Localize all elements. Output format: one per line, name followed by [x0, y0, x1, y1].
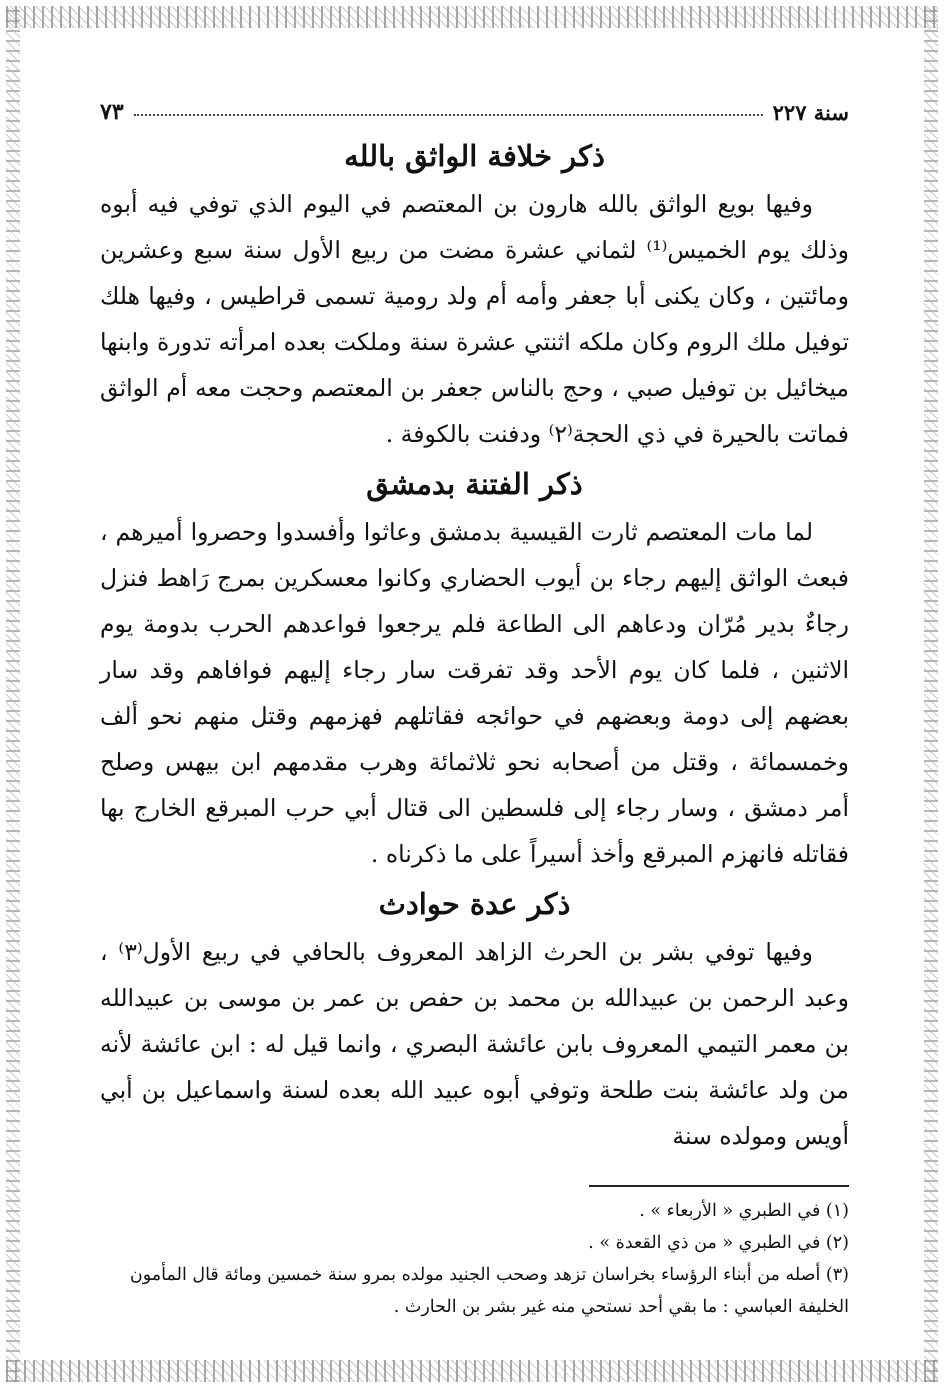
- section-title-several-events: ذكر عدة حوادث: [378, 887, 571, 921]
- footnotes: [100, 1195, 849, 1323]
- section-title-wathiq-caliphate: ذكر خلافة الواثق بالله: [344, 139, 605, 173]
- footnote-2: (٢) في الطبري « من ذي القعدة » .: [588, 1233, 849, 1253]
- book-page: [100, 95, 849, 1328]
- footnote-separator: [589, 1185, 849, 1187]
- section-paragraph-wathiq-caliphate: وفيها بويع الواثق بالله هارون بن المعتصم في اليوم الذي توفي فيه أبوه وذلك يوم الخميس⁽¹⁾ لثماني عشرة مضت من ربيع الأول سنة سبع وعشرين ومائتين ، وكان يكنى أبا جعفر وأمه أم ولد رومية تسمى قراطيس ، وفيها هلك توفيل ملك الروم وكان ملكه اثنتي عشرة سنة وملكت بعده امرأته تدورة وابنها ميخائيل بن توفيل صبي ، وحج بالناس جعفر بن المعتصم وحجت معه أم الواثق فماتت بالحيرة في ذي الحجة⁽٢⁾ ودفنت بالكوفة .: [100, 190, 850, 448]
- section-paragraph-damascus-strife: لما مات المعتصم ثارت القيسية بدمشق وعاثوا وأفسدوا وحصروا أميرهم ، فبعث الواثق إليهم رجاء بن أيوب الحضاري وكانوا معسكرين بمرج رَاهط فنزل رجاءٌ بدير مُرّان ودعاهم الى الطاعة فلم يرجعوا فواعدهم الحرب بدومة يوم الاثنين ، فلما كان يوم الأحد وقد تفرقت سار رجاء إليهم فوافاهم وقد سار بعضهم إلى دومة وبعضهم في حوائجه فقاتلهم فهزمهم وقتل منهم نحو ألف وخمسمائة ، وقتل من أصحابه نحو ثلاثمائة وهرب مقدمهم ابن بيهس وصلح أمر دمشق ، وسار رجاء إلى فلسطين الى قتال أبي حرب المبرقع الخارج بها فقاتله فانهزم المبرقع وأخذ أسيراً على ما ذكرناه .: [100, 518, 849, 868]
- header-dotted-leader: [134, 114, 763, 116]
- decorative-border-bottom: [6, 1360, 938, 1382]
- section-paragraph-several-events: وفيها توفي بشر بن الحرث الزاهد المعروف بالحافي في ربيع الأول⁽٣⁾ ، وعبد الرحمن بن عبيدالله بن محمد بن حفص بن عمر بن موسى بن عبيدالله بن معمر التيمي المعروف بابن عائشة البصري ، وانما قيل له : ابن عائشة لأنه من ولد عائشة بنت طلحة وتوفي أبوه عبيد الله بعده لسنة واسماعيل بن أبي أويس ومولده سنة: [100, 938, 849, 1150]
- decorative-border-right: [924, 6, 938, 1382]
- footnote-1: (١) في الطبري « الأربعاء » .: [639, 1201, 849, 1221]
- decorative-border-left: [6, 6, 20, 1382]
- section-title-damascus-strife: ذكر الفتنة بدمشق: [366, 467, 583, 501]
- year-label: سنة ٢٢٧: [772, 99, 849, 125]
- decorative-border-top: [6, 6, 938, 28]
- footnote-3: (٣) أصله من أبناء الرؤساء بخراسان تزهد وصحب الجنيد مولده بمرو سنة خمسين ومائة قال المأمون الخليفة العباسي : ما بقي أحد نستحي منه غير بشر بن الحارث .: [129, 1265, 849, 1317]
- running-header: [100, 95, 849, 129]
- page-number: ٧٣: [100, 99, 124, 125]
